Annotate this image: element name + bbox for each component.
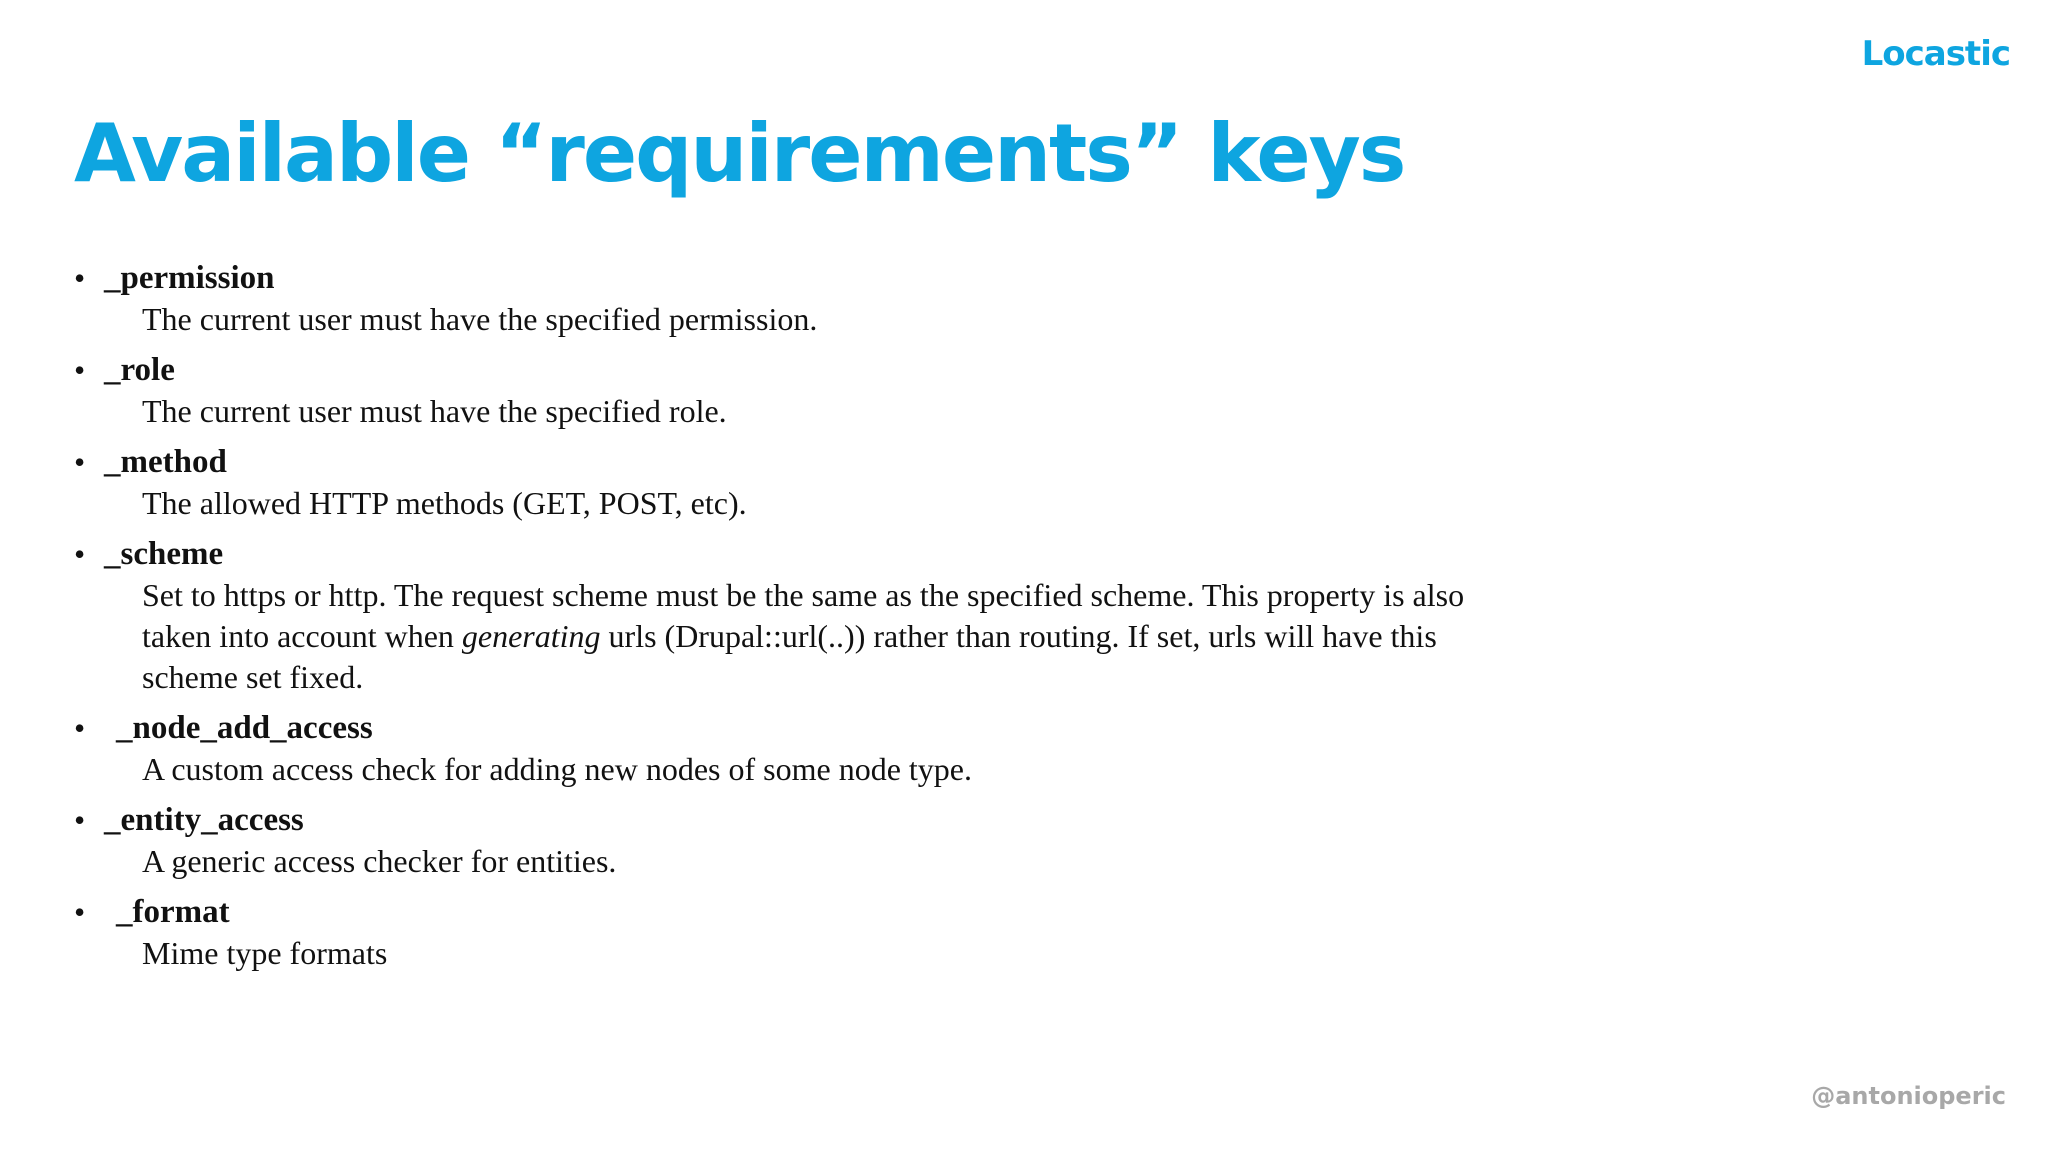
requirement-key: _permission bbox=[104, 260, 275, 296]
description-text: urls (Drupal::url(..)) rather than routing. If set, urls will have this scheme set fixed. bbox=[142, 618, 1437, 695]
author-handle: @antonioperic bbox=[1811, 1082, 2006, 1110]
description-text: Set to https or http. The request scheme must be the same as the specified scheme. This property is also taken into account when bbox=[142, 577, 1465, 654]
requirement-description: A custom access check for adding new nodes of some node type. bbox=[142, 751, 972, 787]
bullet-icon: • bbox=[74, 536, 86, 572]
requirement-description: The current user must have the specified role. bbox=[142, 393, 727, 429]
requirement-key: _method bbox=[104, 444, 227, 480]
requirement-key: _format bbox=[116, 894, 230, 930]
list-item-method bbox=[74, 442, 1514, 524]
slide-title: Available “requirements” keys bbox=[74, 107, 1405, 200]
list-item-role bbox=[74, 350, 1514, 432]
bullet-icon: • bbox=[74, 802, 86, 838]
list-item-scheme bbox=[74, 534, 1514, 698]
bullet-icon: • bbox=[74, 894, 86, 930]
bullet-icon: • bbox=[74, 444, 86, 480]
list-item-format bbox=[74, 892, 1514, 974]
requirement-key: _role bbox=[104, 352, 175, 388]
list-item-entity-access bbox=[74, 800, 1514, 882]
requirement-key: _node_add_access bbox=[116, 710, 373, 746]
bullet-icon: • bbox=[74, 260, 86, 296]
requirement-description: The current user must have the specified permission. bbox=[142, 301, 818, 337]
brand-logo: Locastic bbox=[1861, 34, 2010, 74]
bullet-icon: • bbox=[74, 352, 86, 388]
list-item-permission bbox=[74, 258, 1514, 340]
requirement-description: Mime type formats bbox=[142, 935, 388, 971]
list-item-node-add-access bbox=[74, 708, 1514, 790]
requirements-list bbox=[74, 258, 1514, 984]
bullet-icon: • bbox=[74, 710, 86, 746]
requirement-description: The allowed HTTP methods (GET, POST, etc). bbox=[142, 485, 747, 521]
requirement-description: A generic access checker for entities. bbox=[142, 843, 617, 879]
requirement-key: _entity_access bbox=[104, 802, 304, 838]
description-emphasis: generating bbox=[461, 618, 601, 654]
requirement-key: _scheme bbox=[104, 536, 224, 572]
requirement-description bbox=[104, 575, 1514, 698]
